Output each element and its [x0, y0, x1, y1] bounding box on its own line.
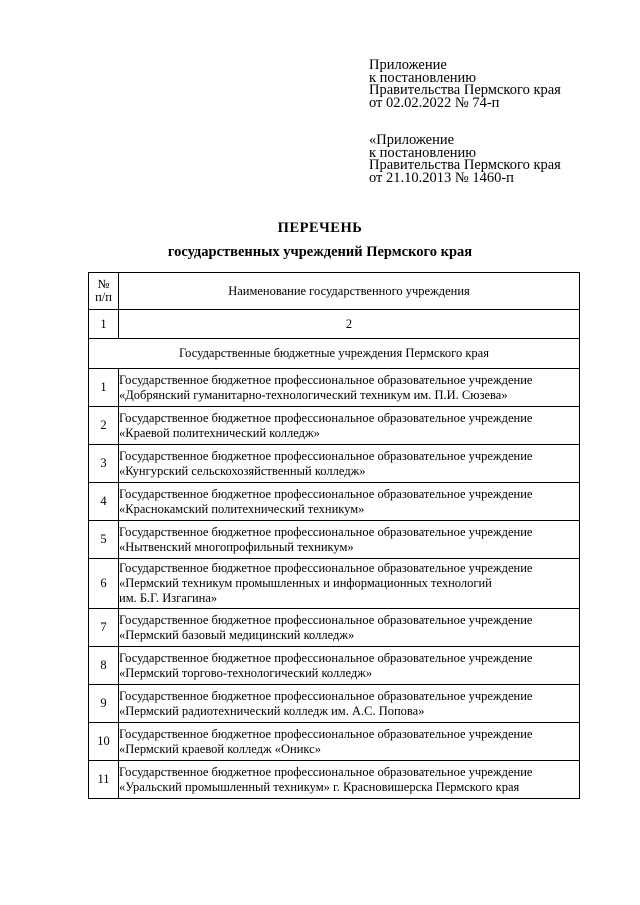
institution-name	[119, 521, 580, 559]
institution-name-line: Государственное бюджетное профессиональное образовательное учреждение	[119, 448, 533, 463]
table-row	[89, 521, 580, 559]
institution-name-line: Государственное бюджетное профессиональное образовательное учреждение	[119, 524, 533, 539]
institution-name-line: «Пермский краевой колледж «Оникс»	[119, 741, 321, 756]
institution-name-line: «Краснокамский политехнический техникум»	[119, 501, 365, 516]
table-row	[89, 407, 580, 445]
institution-name	[119, 647, 580, 685]
appendix-note-current	[369, 59, 609, 109]
column-index-2: 2	[119, 310, 580, 339]
note-line: «Приложение	[369, 132, 455, 148]
note-line: от 02.02.2022 № 74-п	[369, 94, 500, 111]
institution-name-line: «Уральский промышленный техникум» г. Красновишерска Пермского края	[119, 779, 520, 794]
institution-name	[119, 559, 580, 609]
document-subtitle: государственных учреждений Пермского края	[167, 244, 473, 260]
institution-name-line: Государственное бюджетное профессиональное образовательное учреждение	[119, 688, 533, 703]
institution-name-line: «Кунгурский сельскохозяйственный колледж»	[119, 463, 366, 478]
institution-name-line: «Пермский радиотехнический колледж им. А.С. Попова»	[119, 703, 425, 718]
table-row	[89, 483, 580, 521]
column-header-number	[89, 273, 119, 310]
institution-name-line: Государственное бюджетное профессиональное образовательное учреждение	[119, 410, 533, 425]
table-row	[89, 647, 580, 685]
note-line: Правительства Пермского края	[369, 157, 561, 173]
row-number: 1	[89, 369, 119, 407]
institution-name-line: «Нытвенский многопрофильный техникум»	[119, 539, 354, 554]
institution-name-line: им. Б.Г. Изгагина»	[119, 591, 218, 605]
table-row	[89, 559, 580, 609]
table-row	[89, 445, 580, 483]
institution-name-line: Государственное бюджетное профессиональное образовательное учреждение	[119, 726, 533, 741]
column-index-1: 1	[89, 310, 119, 339]
row-number: 3	[89, 445, 119, 483]
note-line: Правительства Пермского края	[369, 82, 561, 98]
note-line: к постановлению	[369, 69, 477, 86]
institution-name-line: Государственное бюджетное профессиональное образовательное учреждение	[119, 612, 533, 627]
institution-name	[119, 685, 580, 723]
row-number: 7	[89, 609, 119, 647]
institution-name-line: Государственное бюджетное профессиональное образовательное учреждение	[119, 486, 533, 501]
institution-name	[119, 723, 580, 761]
institution-name-line: Государственное бюджетное профессиональное образовательное учреждение	[119, 764, 533, 779]
institution-name-line: «Краевой политехнический колледж»	[119, 425, 320, 440]
column-index-row	[89, 310, 580, 339]
table-row	[89, 685, 580, 723]
section-title: Государственные бюджетные учреждения Пермского края	[89, 339, 580, 369]
appendix-note-original	[369, 134, 609, 184]
institution-name	[119, 369, 580, 407]
row-number: 2	[89, 407, 119, 445]
institution-name-line: «Пермский торгово-технологический колледж»	[119, 665, 373, 680]
institution-name-line: Государственное бюджетное профессиональное образовательное учреждение	[119, 372, 533, 387]
section-row	[89, 339, 580, 369]
note-line: от 21.10.2013 № 1460-п	[369, 169, 514, 186]
row-number: 9	[89, 685, 119, 723]
note-line: Приложение	[369, 57, 447, 73]
institution-name	[119, 445, 580, 483]
institution-name	[119, 761, 580, 799]
institutions-table	[88, 272, 580, 799]
institution-name-line: «Пермский базовый медицинский колледж»	[119, 627, 355, 642]
institution-name-line: «Пермский техникум промышленных и информационных технологий	[119, 576, 492, 590]
row-number: 6	[89, 559, 119, 609]
row-number: 11	[89, 761, 119, 799]
institution-name	[119, 407, 580, 445]
column-header-name: Наименование государственного учреждения	[119, 273, 580, 310]
row-number: 5	[89, 521, 119, 559]
row-number: 10	[89, 723, 119, 761]
table-row	[89, 369, 580, 407]
table-row	[89, 609, 580, 647]
institution-name-line: Государственное бюджетное профессиональное образовательное учреждение	[119, 561, 533, 575]
table-header-row	[89, 273, 580, 310]
note-line: к постановлению	[369, 144, 477, 161]
header-number-sign: №	[97, 277, 110, 291]
table-row	[89, 723, 580, 761]
header-number-abbr: п/п	[95, 290, 112, 304]
institution-name	[119, 483, 580, 521]
institution-name-line: «Добрянский гуманитарно-технологический техникум им. П.И. Сюзева»	[119, 387, 508, 402]
document-title: ПЕРЕЧЕНЬ	[277, 220, 363, 236]
row-number: 4	[89, 483, 119, 521]
institution-name-line: Государственное бюджетное профессиональное образовательное учреждение	[119, 650, 533, 665]
table-row	[89, 761, 580, 799]
institution-name	[119, 609, 580, 647]
row-number: 8	[89, 647, 119, 685]
